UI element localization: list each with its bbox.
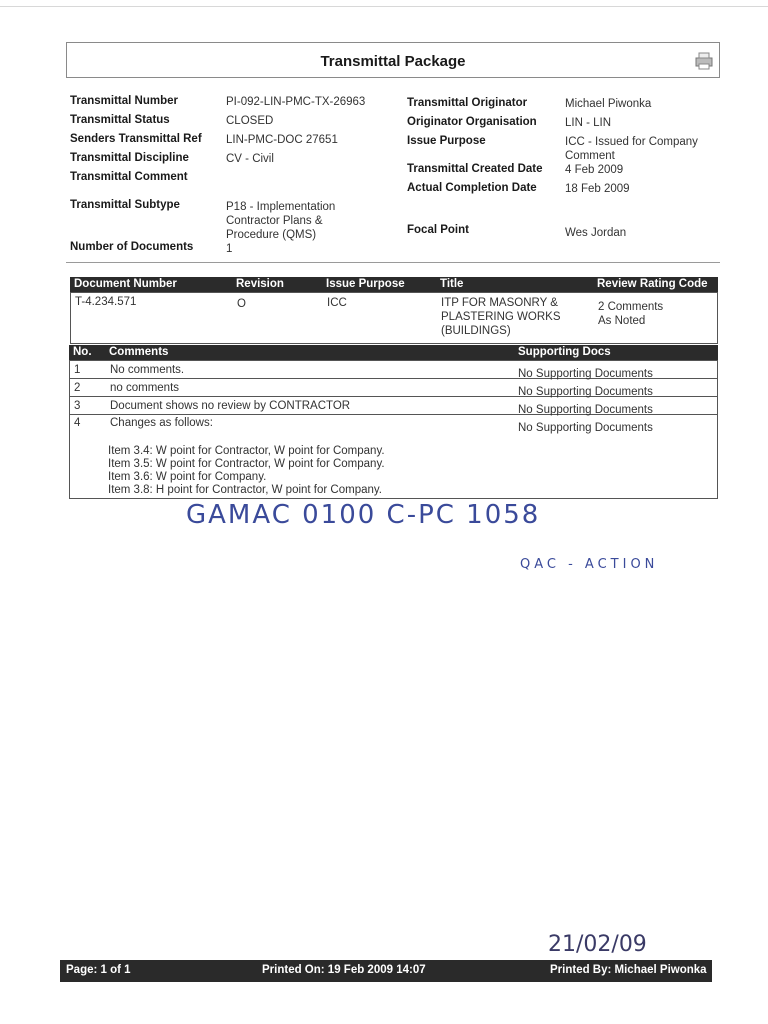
value-transmittal-discipline: CV - Civil xyxy=(226,153,274,165)
comment-item-line: Item 3.6: W point for Company. xyxy=(108,471,267,483)
value-completion-date: 18 Feb 2009 xyxy=(565,183,630,195)
value-transmittal-number: PI-092-LIN-PMC-TX-26963 xyxy=(226,96,366,108)
doc-number: T-4.234.571 xyxy=(75,296,137,308)
col-comments: Comments xyxy=(109,346,169,358)
label-number-of-documents: Number of Documents xyxy=(70,241,194,253)
value-subtype-line1: P18 - Implementation xyxy=(226,201,336,213)
doc-revision: O xyxy=(237,298,246,310)
col-document-number: Document Number xyxy=(74,278,177,290)
handwritten-date: 21/02/09 xyxy=(548,932,647,957)
doc-issue-purpose: ICC xyxy=(327,297,347,309)
comment-text: no comments xyxy=(110,382,180,394)
comment-docs: No Supporting Documents xyxy=(518,404,653,416)
comment-item-line: Item 3.5: W point for Contractor, W point for Company. xyxy=(108,458,385,470)
label-focal-point: Focal Point xyxy=(407,224,469,236)
value-transmittal-originator: Michael Piwonka xyxy=(565,98,652,110)
label-originator-organisation: Originator Organisation xyxy=(407,116,537,128)
comment-docs: No Supporting Documents xyxy=(518,422,653,434)
comments-table-header xyxy=(69,345,718,360)
value-subtype-line2: Contractor Plans & xyxy=(226,215,323,227)
page-title: Transmittal Package xyxy=(320,53,466,70)
doc-title-line3: (BUILDINGS) xyxy=(441,325,511,337)
label-senders-ref: Senders Transmittal Ref xyxy=(70,133,202,145)
document-table-header xyxy=(70,277,718,292)
footer-bar xyxy=(60,960,712,982)
value-created-date: 4 Feb 2009 xyxy=(565,164,624,176)
value-issue-purpose-line2: Comment xyxy=(565,150,615,162)
comments-table-body xyxy=(69,360,718,499)
comment-text: Changes as follows: xyxy=(110,417,213,429)
col-revision: Revision xyxy=(236,278,284,290)
footer-printed-by: Printed By: Michael Piwonka xyxy=(550,964,707,976)
comment-docs: No Supporting Documents xyxy=(518,368,653,380)
col-issue-purpose: Issue Purpose xyxy=(326,278,405,290)
value-subtype-line3: Procedure (QMS) xyxy=(226,229,317,241)
value-focal-point: Wes Jordan xyxy=(565,227,627,239)
label-transmittal-number: Transmittal Number xyxy=(70,95,178,107)
comment-no: 2 xyxy=(74,382,81,394)
col-title: Title xyxy=(440,278,464,290)
footer-page: Page: 1 of 1 xyxy=(66,964,131,976)
comment-docs: No Supporting Documents xyxy=(518,386,653,398)
handwritten-action: QAC - ACTION xyxy=(520,557,659,572)
label-transmittal-subtype: Transmittal Subtype xyxy=(70,199,180,211)
col-review-rating-code: Review Rating Code xyxy=(597,278,708,290)
doc-rating-line1: 2 Comments xyxy=(598,301,664,313)
col-no: No. xyxy=(73,346,92,358)
printer-icon xyxy=(693,49,715,71)
title-box xyxy=(66,42,720,78)
label-transmittal-discipline: Transmittal Discipline xyxy=(70,152,189,164)
label-completion-date: Actual Completion Date xyxy=(407,182,537,194)
col-supporting-docs: Supporting Docs xyxy=(518,346,611,358)
label-transmittal-status: Transmittal Status xyxy=(70,114,170,126)
comment-no: 4 xyxy=(74,417,81,429)
value-senders-ref: LIN-PMC-DOC 27651 xyxy=(226,134,338,146)
comment-no: 1 xyxy=(74,364,81,376)
doc-title-line1: ITP FOR MASONRY & xyxy=(441,297,558,309)
comment-item-line: Item 3.8: H point for Contractor, W point for Company. xyxy=(108,484,382,496)
comment-text: No comments. xyxy=(110,364,185,376)
comment-item-line: Item 3.4: W point for Contractor, W point for Company. xyxy=(108,445,385,457)
label-transmittal-originator: Transmittal Originator xyxy=(407,97,528,109)
handwritten-reference: GAMAC 0100 C-PC 1058 xyxy=(186,500,541,530)
value-originator-organisation: LIN - LIN xyxy=(565,117,612,129)
comment-no: 3 xyxy=(74,400,81,412)
label-created-date: Transmittal Created Date xyxy=(407,163,543,175)
footer-printed-on: Printed On: 19 Feb 2009 14:07 xyxy=(262,964,426,976)
scan-edge-line xyxy=(0,6,768,7)
label-transmittal-comment: Transmittal Comment xyxy=(70,171,188,183)
value-issue-purpose-line1: ICC - Issued for Company xyxy=(565,136,698,148)
doc-rating-line2: As Noted xyxy=(598,315,646,327)
label-issue-purpose: Issue Purpose xyxy=(407,135,486,147)
value-number-of-documents: 1 xyxy=(226,243,233,255)
doc-title-line2: PLASTERING WORKS xyxy=(441,311,561,323)
section-divider xyxy=(66,262,720,263)
document-table-row xyxy=(70,292,718,344)
comment-text: Document shows no review by CONTRACTOR xyxy=(110,400,351,412)
value-transmittal-status: CLOSED xyxy=(226,115,274,127)
